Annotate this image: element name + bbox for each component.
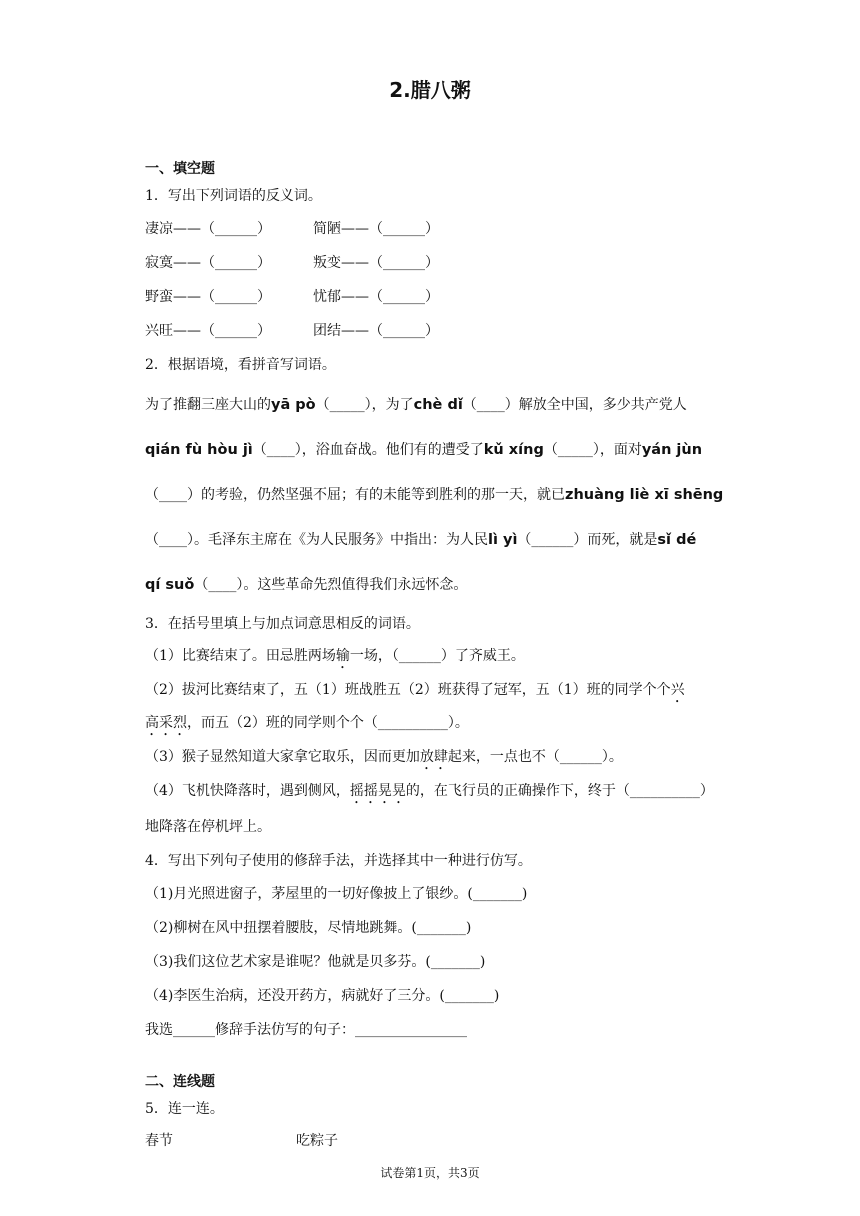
text: （_____），为了 [315,397,414,413]
q5-stem: 5．连一连。 [145,1101,224,1117]
pinyin: yā pò [271,397,316,413]
q3-item2-line2 [145,713,469,739]
pinyin: qián fù hòu jì [145,442,253,458]
q3-item2-line1 [145,680,685,706]
page-title: 2.腊八粥 [389,78,471,102]
text: （3）猴子显然知道大家拿它取乐，因而更加 [145,749,420,765]
pinyin: kǔ xíng [483,442,544,458]
pinyin: lì yì [488,532,518,548]
pinyin: yán jùn [641,442,703,458]
q3-stem: 3．在括号里填上与加点词意思相反的词语。 [145,616,420,632]
q1-row2-left: 寂寞——（______） [145,255,271,271]
q2-line1 [145,395,687,415]
q2-line4 [145,530,696,550]
text: （____）的考验，仍然坚强不屈；有的未能等到胜利的那一天，就已 [145,487,565,503]
text: （_____），面对 [543,442,642,458]
q4-stem: 4．写出下列句子使用的修辞手法，并选择其中一种进行仿写。 [145,853,532,869]
pinyin: qí suǒ [145,577,195,593]
q4-item4: （4)李医生治病，还没开药方，病就好了三分。(_______) [145,988,500,1004]
q3-item1 [145,646,525,672]
q1-row2-right: 叛变——（______） [313,255,439,271]
text: （2）拔河比赛结束了，五（1）班战胜五（2）班获得了冠军，五（1）班的同学个个 [145,682,671,698]
q1-row3-right: 忧郁——（______） [313,289,439,305]
dotted-word: 放肆 [419,749,448,765]
q1-row4-left: 兴旺——（______） [145,323,271,339]
dotted-word: 摇摇晃晃 [349,783,406,799]
text: （____）。这些革命先烈值得我们永远怀念。 [194,577,468,593]
text: （______）而死，就是 [517,532,658,548]
q2-line5 [145,575,467,595]
q1-row1-right: 简陋——（______） [313,221,439,237]
q1-row1-left: 凄凉——（______） [145,221,271,237]
pinyin: zhuàng liè xī shēng [565,487,724,503]
dotted-word: 高采烈 [145,715,187,731]
q1-row4-right: 团结——（______） [313,323,439,339]
text: 起来，一点也不（______）。 [447,749,623,765]
text: （4）飞机快降落时，遇到侧风， [145,783,350,799]
q3-item3 [145,747,623,773]
q4-item2: （2)柳树在风中扭摆着腰肢，尽情地跳舞。(_______) [145,920,472,936]
q1-stem: 1．写出下列词语的反义词。 [145,188,322,204]
q5-left-item: 春节 [145,1133,173,1149]
q2-line3 [145,485,723,505]
text: （____）。毛泽东主席在《为人民服务》中指出：为人民 [145,532,488,548]
pinyin: chè dǐ [413,397,463,413]
text: （____），浴血奋战。他们有的遭受了 [252,442,484,458]
q4-item3: （3)我们这位艺术家是谁呢？他就是贝多芬。(_______) [145,954,486,970]
q4-item1: （1)月光照进窗子，茅屋里的一切好像披上了银纱。(_______) [145,886,528,902]
q1-row3-left: 野蛮——（______） [145,289,271,305]
q3-item4-line2: 地降落在停机坪上。 [145,819,271,835]
text: 的，在飞行员的正确操作下，终于（__________） [405,783,714,799]
text: 一场，（______）了齐威王。 [349,648,525,664]
q5-right-item: 吃粽子 [296,1133,338,1149]
text: ，而五（2）班的同学则个个（__________）。 [187,715,469,731]
q3-item4-line1 [145,781,714,807]
section-heading-matching: 二、连线题 [145,1074,215,1090]
q2-line2 [145,440,702,460]
dotted-word: 输 [335,648,350,664]
section-heading-fill-blank: 一、填空题 [145,161,215,177]
text: （1）比赛结束了。田忌胜两场 [145,648,336,664]
pinyin: sǐ dé [657,532,697,548]
q4-choose: 我选______修辞手法仿写的句子：________________ [145,1022,467,1038]
text: 为了推翻三座大山的 [145,397,271,413]
text: （____）解放全中国，多少共产党人 [462,397,687,413]
q2-stem: 2．根据语境，看拼音写词语。 [145,357,336,373]
dotted-word: 兴 [670,682,685,698]
page-footer: 试卷第1页，共3页 [380,1166,480,1180]
